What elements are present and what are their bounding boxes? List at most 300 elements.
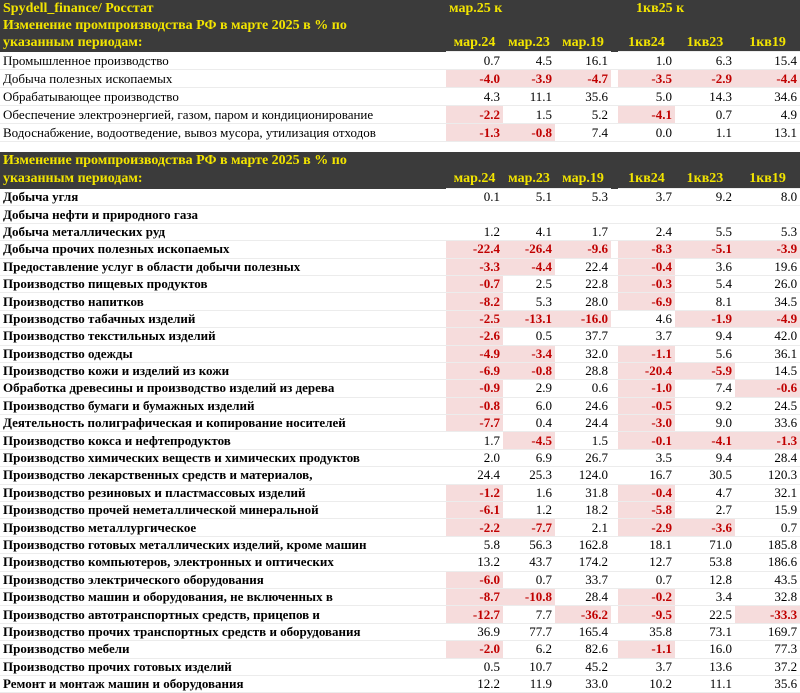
cell-value: 7.7 bbox=[503, 606, 555, 623]
row-label: Добыча угля bbox=[0, 189, 446, 206]
column-gap bbox=[611, 623, 618, 640]
cell-value: 11.1 bbox=[503, 88, 555, 106]
cell-value: 0.5 bbox=[503, 328, 555, 345]
cell-value: 9.4 bbox=[675, 328, 735, 345]
cell-value: 5.1 bbox=[503, 189, 555, 206]
cell-value: -10.8 bbox=[503, 588, 555, 605]
cell-value: 24.4 bbox=[555, 415, 611, 432]
cell-value: 24.4 bbox=[446, 467, 503, 484]
cell-value: 0.0 bbox=[618, 124, 675, 142]
table-row bbox=[0, 362, 800, 379]
row-label: Обработка древесины и производство изделий из дерева bbox=[0, 380, 446, 397]
table1-title-line2: указанным периодам: bbox=[0, 34, 446, 52]
cell-value: 9.4 bbox=[675, 449, 735, 466]
cell-value: -4.7 bbox=[555, 70, 611, 88]
cell-value: 2.5 bbox=[503, 275, 555, 292]
table-row bbox=[0, 70, 800, 88]
col-header: мар.23 bbox=[503, 170, 555, 189]
column-gap bbox=[611, 519, 618, 536]
cell-value: -8.2 bbox=[446, 293, 503, 310]
cell-value: 36.9 bbox=[446, 623, 503, 640]
table-row bbox=[0, 380, 800, 397]
cell-value: -1.3 bbox=[446, 124, 503, 142]
row-label: Производство электрического оборудования bbox=[0, 571, 446, 588]
cell-value: 25.3 bbox=[503, 467, 555, 484]
col-header: мар.24 bbox=[446, 34, 503, 52]
cell-value: 5.6 bbox=[675, 345, 735, 362]
cell-value: 1.5 bbox=[555, 432, 611, 449]
row-label: Производство металлургическое bbox=[0, 519, 446, 536]
cell-value: 35.6 bbox=[735, 675, 800, 692]
cell-value: 3.7 bbox=[618, 658, 675, 675]
cell-value: -8.7 bbox=[446, 588, 503, 605]
cell-value: -6.9 bbox=[618, 293, 675, 310]
cell-value: -2.9 bbox=[675, 70, 735, 88]
row-label: Производство автотранспортных средств, прицепов и bbox=[0, 606, 446, 623]
cell-value: 12.2 bbox=[446, 675, 503, 692]
row-label: Водоснабжение, водоотведение, вывоз мусора, утилизация отходов bbox=[0, 124, 446, 142]
cell-value: 1.5 bbox=[503, 106, 555, 124]
cell-value: 1.0 bbox=[618, 52, 675, 70]
cell-value: 77.7 bbox=[503, 623, 555, 640]
cell-value: -6.0 bbox=[446, 571, 503, 588]
cell-value: 28.8 bbox=[555, 362, 611, 379]
cell-value: 37.7 bbox=[555, 328, 611, 345]
row-label: Промышленное производство bbox=[0, 52, 446, 70]
cell-value: 185.8 bbox=[735, 536, 800, 553]
cell-value: 10.2 bbox=[618, 675, 675, 692]
row-label: Добыча металлических руд bbox=[0, 223, 446, 240]
column-gap bbox=[611, 362, 618, 379]
cell-value: -2.9 bbox=[618, 519, 675, 536]
cell-value: 5.2 bbox=[555, 106, 611, 124]
col-header: 1кв19 bbox=[735, 34, 800, 52]
header-row-title1 bbox=[0, 17, 800, 34]
cell-value: 1.2 bbox=[503, 502, 555, 519]
cell-value: 186.6 bbox=[735, 554, 800, 571]
col-header: 1кв24 bbox=[618, 34, 675, 52]
table-row bbox=[0, 623, 800, 640]
cell-value: -3.9 bbox=[735, 241, 800, 258]
cell-value: -2.0 bbox=[446, 641, 503, 658]
cell-value: 4.5 bbox=[503, 52, 555, 70]
row-label: Производство машин и оборудования, не включенных в bbox=[0, 588, 446, 605]
cell-value: 4.9 bbox=[735, 106, 800, 124]
column-gap bbox=[611, 293, 618, 310]
table2-title-line2: указанным периодам: bbox=[0, 170, 446, 189]
cell-value: 8.1 bbox=[675, 293, 735, 310]
row-label: Производство химических веществ и химических продуктов bbox=[0, 449, 446, 466]
cell-value: 5.5 bbox=[675, 223, 735, 240]
table-row bbox=[0, 588, 800, 605]
cell-value: -4.0 bbox=[446, 70, 503, 88]
cell-value: -12.7 bbox=[446, 606, 503, 623]
column-gap bbox=[611, 258, 618, 275]
row-label: Производство напитков bbox=[0, 293, 446, 310]
row-label: Производство бумаги и бумажных изделий bbox=[0, 397, 446, 414]
cell-value: 162.8 bbox=[555, 536, 611, 553]
cell-value: -0.2 bbox=[618, 588, 675, 605]
cell-value: 5.8 bbox=[446, 536, 503, 553]
cell-value: -4.5 bbox=[503, 432, 555, 449]
cell-value: -0.5 bbox=[618, 397, 675, 414]
cell-value: 71.0 bbox=[675, 536, 735, 553]
cell-value: 0.7 bbox=[446, 52, 503, 70]
cell-value: 3.6 bbox=[675, 258, 735, 275]
col-header: мар.19 bbox=[555, 34, 611, 52]
row-label: Ремонт и монтаж машин и оборудования bbox=[0, 675, 446, 692]
column-gap bbox=[611, 345, 618, 362]
summary-table bbox=[0, 0, 800, 142]
cell-value: 169.7 bbox=[735, 623, 800, 640]
cell-value: 32.1 bbox=[735, 484, 800, 501]
cell-value: 6.0 bbox=[503, 397, 555, 414]
column-gap bbox=[611, 606, 618, 623]
row-label: Добыча нефти и природного газа bbox=[0, 206, 446, 223]
cell-value bbox=[735, 206, 800, 223]
cell-value: -16.0 bbox=[555, 310, 611, 327]
cell-value: 22.5 bbox=[675, 606, 735, 623]
table-row bbox=[0, 484, 800, 501]
cell-value: -8.3 bbox=[618, 241, 675, 258]
cell-value: -7.7 bbox=[503, 519, 555, 536]
cell-value: 120.3 bbox=[735, 467, 800, 484]
cell-value: 15.4 bbox=[735, 52, 800, 70]
cell-value: -9.5 bbox=[618, 606, 675, 623]
cell-value: 19.6 bbox=[735, 258, 800, 275]
cell-value: 18.2 bbox=[555, 502, 611, 519]
cell-value: 34.6 bbox=[735, 88, 800, 106]
cell-value: 24.6 bbox=[555, 397, 611, 414]
cell-value: -0.8 bbox=[446, 397, 503, 414]
cell-value: -0.7 bbox=[446, 275, 503, 292]
column-gap bbox=[611, 536, 618, 553]
cell-value: 16.7 bbox=[618, 467, 675, 484]
cell-value: -6.1 bbox=[446, 502, 503, 519]
cell-value: -33.3 bbox=[735, 606, 800, 623]
cell-value: 2.1 bbox=[555, 519, 611, 536]
column-gap bbox=[611, 502, 618, 519]
cell-value: -1.0 bbox=[618, 380, 675, 397]
column-gap bbox=[611, 467, 618, 484]
cell-value: -5.1 bbox=[675, 241, 735, 258]
table-row bbox=[0, 223, 800, 240]
cell-value: 36.1 bbox=[735, 345, 800, 362]
cell-value: 42.0 bbox=[735, 328, 800, 345]
cell-value: 82.6 bbox=[555, 641, 611, 658]
cell-value: 3.4 bbox=[675, 588, 735, 605]
table-row bbox=[0, 675, 800, 692]
table-row bbox=[0, 52, 800, 70]
cell-value: 12.7 bbox=[618, 554, 675, 571]
cell-value: -4.9 bbox=[735, 310, 800, 327]
cell-value: -6.9 bbox=[446, 362, 503, 379]
detail-table bbox=[0, 152, 800, 693]
table-row bbox=[0, 88, 800, 106]
cell-value: -9.6 bbox=[555, 241, 611, 258]
table1-title-line1: Изменение промпроизводства РФ в марте 2025 в % по bbox=[0, 17, 446, 34]
table-row bbox=[0, 449, 800, 466]
cell-value: 2.7 bbox=[675, 502, 735, 519]
cell-value: 16.0 bbox=[675, 641, 735, 658]
header-row-source bbox=[0, 0, 800, 17]
col-header: 1кв23 bbox=[675, 170, 735, 189]
column-gap bbox=[611, 206, 618, 223]
cell-value bbox=[555, 206, 611, 223]
cell-value: -5.8 bbox=[618, 502, 675, 519]
cell-value: 18.1 bbox=[618, 536, 675, 553]
cell-value: 35.6 bbox=[555, 88, 611, 106]
cell-value: 1.2 bbox=[446, 223, 503, 240]
row-label: Производство готовых металлических изделий, кроме машин bbox=[0, 536, 446, 553]
cell-value: -4.4 bbox=[735, 70, 800, 88]
table-row bbox=[0, 275, 800, 292]
table-row bbox=[0, 641, 800, 658]
column-gap bbox=[611, 449, 618, 466]
cell-value: -3.3 bbox=[446, 258, 503, 275]
cell-value: -7.7 bbox=[446, 415, 503, 432]
header-row-columns bbox=[0, 34, 800, 52]
cell-value bbox=[675, 206, 735, 223]
cell-value: -0.9 bbox=[446, 380, 503, 397]
cell-value: 11.1 bbox=[675, 675, 735, 692]
table-row bbox=[0, 606, 800, 623]
cell-value: -1.1 bbox=[618, 345, 675, 362]
cell-value: -4.9 bbox=[446, 345, 503, 362]
cell-value: 14.3 bbox=[675, 88, 735, 106]
row-label: Производство лекарственных средств и материалов, bbox=[0, 467, 446, 484]
cell-value: 2.4 bbox=[618, 223, 675, 240]
cell-value: 73.1 bbox=[675, 623, 735, 640]
cell-value: 28.4 bbox=[555, 588, 611, 605]
cell-value: 33.7 bbox=[555, 571, 611, 588]
cell-value: -5.9 bbox=[675, 362, 735, 379]
column-gap bbox=[611, 310, 618, 327]
cell-value: 26.0 bbox=[735, 275, 800, 292]
table-row bbox=[0, 432, 800, 449]
cell-value: -3.5 bbox=[618, 70, 675, 88]
cell-value: 10.7 bbox=[503, 658, 555, 675]
cell-value: 0.5 bbox=[446, 658, 503, 675]
cell-value: -0.4 bbox=[618, 484, 675, 501]
cell-value: -13.1 bbox=[503, 310, 555, 327]
cell-value: 6.3 bbox=[675, 52, 735, 70]
cell-value: -3.0 bbox=[618, 415, 675, 432]
cell-value: 0.1 bbox=[446, 189, 503, 206]
column-gap bbox=[611, 484, 618, 501]
cell-value: 174.2 bbox=[555, 554, 611, 571]
row-label: Деятельность полиграфическая и копирование носителей bbox=[0, 415, 446, 432]
col-header: 1кв23 bbox=[675, 34, 735, 52]
cell-value: 9.2 bbox=[675, 189, 735, 206]
cell-value: 24.5 bbox=[735, 397, 800, 414]
cell-value: 34.5 bbox=[735, 293, 800, 310]
cell-value: -1.9 bbox=[675, 310, 735, 327]
col-header: 1кв19 bbox=[735, 170, 800, 189]
column-gap bbox=[611, 189, 618, 206]
cell-value: 33.6 bbox=[735, 415, 800, 432]
row-label: Производство компьютеров, электронных и оптических bbox=[0, 554, 446, 571]
cell-value: -2.2 bbox=[446, 106, 503, 124]
table-row bbox=[0, 397, 800, 414]
separator bbox=[0, 142, 800, 152]
cell-value: -3.9 bbox=[503, 70, 555, 88]
cell-value: 5.4 bbox=[675, 275, 735, 292]
cell-value: 3.7 bbox=[618, 189, 675, 206]
cell-value: -0.1 bbox=[618, 432, 675, 449]
cell-value: 0.4 bbox=[503, 415, 555, 432]
cell-value: 3.5 bbox=[618, 449, 675, 466]
table-row bbox=[0, 189, 800, 206]
cell-value: -0.8 bbox=[503, 124, 555, 142]
cell-value: 28.4 bbox=[735, 449, 800, 466]
cell-value: 53.8 bbox=[675, 554, 735, 571]
cell-value: 30.5 bbox=[675, 467, 735, 484]
period-b-label: 1кв25 к bbox=[618, 0, 800, 17]
cell-value: 35.8 bbox=[618, 623, 675, 640]
column-gap bbox=[611, 380, 618, 397]
cell-value: 5.0 bbox=[618, 88, 675, 106]
column-gap bbox=[611, 275, 618, 292]
row-label: Предоставление услуг в области добычи полезных bbox=[0, 258, 446, 275]
cell-value: 4.3 bbox=[446, 88, 503, 106]
col-header: 1кв24 bbox=[618, 170, 675, 189]
table-row bbox=[0, 106, 800, 124]
column-gap bbox=[611, 223, 618, 240]
row-label: Производство резиновых и пластмассовых изделий bbox=[0, 484, 446, 501]
cell-value: -0.4 bbox=[618, 258, 675, 275]
cell-value: -4.4 bbox=[503, 258, 555, 275]
cell-value: -1.1 bbox=[618, 641, 675, 658]
row-label: Производство пищевых продуктов bbox=[0, 275, 446, 292]
column-gap bbox=[611, 432, 618, 449]
source-label: Spydell_finance/ Росстат bbox=[0, 0, 446, 17]
cell-value: 9.0 bbox=[675, 415, 735, 432]
cell-value: 37.2 bbox=[735, 658, 800, 675]
column-gap bbox=[611, 106, 618, 124]
cell-value: 22.4 bbox=[555, 258, 611, 275]
cell-value bbox=[446, 206, 503, 223]
cell-value: 43.7 bbox=[503, 554, 555, 571]
cell-value: 4.1 bbox=[503, 223, 555, 240]
column-gap bbox=[611, 88, 618, 106]
column-gap bbox=[611, 675, 618, 692]
cell-value: 32.8 bbox=[735, 588, 800, 605]
cell-value: -1.3 bbox=[735, 432, 800, 449]
cell-value: 1.7 bbox=[555, 223, 611, 240]
cell-value: 43.5 bbox=[735, 571, 800, 588]
table2-header-row-title bbox=[0, 152, 800, 170]
table-row bbox=[0, 124, 800, 142]
cell-value: 14.5 bbox=[735, 362, 800, 379]
cell-value: -2.6 bbox=[446, 328, 503, 345]
cell-value: -0.3 bbox=[618, 275, 675, 292]
row-label: Добыча прочих полезных ископаемых bbox=[0, 241, 446, 258]
table-row bbox=[0, 519, 800, 536]
table-row bbox=[0, 415, 800, 432]
column-gap bbox=[611, 554, 618, 571]
cell-value: 4.6 bbox=[618, 310, 675, 327]
cell-value: 77.3 bbox=[735, 641, 800, 658]
table-row bbox=[0, 293, 800, 310]
table-row bbox=[0, 658, 800, 675]
table-row bbox=[0, 241, 800, 258]
cell-value: 0.7 bbox=[735, 519, 800, 536]
cell-value: -20.4 bbox=[618, 362, 675, 379]
table-row bbox=[0, 571, 800, 588]
table-row bbox=[0, 467, 800, 484]
row-label: Производство одежды bbox=[0, 345, 446, 362]
cell-value: 6.2 bbox=[503, 641, 555, 658]
cell-value: 1.1 bbox=[675, 124, 735, 142]
cell-value: -4.1 bbox=[675, 432, 735, 449]
column-gap bbox=[611, 658, 618, 675]
column-gap bbox=[611, 588, 618, 605]
cell-value: -3.6 bbox=[675, 519, 735, 536]
cell-value: 1.7 bbox=[446, 432, 503, 449]
row-label: Производство текстильных изделий bbox=[0, 328, 446, 345]
row-label: Производство прочих транспортных средств и оборудования bbox=[0, 623, 446, 640]
row-label: Производство кожи и изделий из кожи bbox=[0, 362, 446, 379]
cell-value: 28.0 bbox=[555, 293, 611, 310]
cell-value: 32.0 bbox=[555, 345, 611, 362]
cell-value: -26.4 bbox=[503, 241, 555, 258]
period-a-label: мар.25 к bbox=[446, 0, 611, 17]
table2-title-line1: Изменение промпроизводства РФ в марте 2025 в % по bbox=[0, 152, 446, 170]
cell-value: 13.6 bbox=[675, 658, 735, 675]
column-gap bbox=[611, 70, 618, 88]
cell-value: 26.7 bbox=[555, 449, 611, 466]
row-label: Производство прочих готовых изделий bbox=[0, 658, 446, 675]
row-label: Обрабатывающее производство bbox=[0, 88, 446, 106]
table-row bbox=[0, 310, 800, 327]
cell-value: -2.2 bbox=[446, 519, 503, 536]
row-label: Производство прочей неметаллической минеральной bbox=[0, 502, 446, 519]
column-gap bbox=[611, 397, 618, 414]
col-header: мар.23 bbox=[503, 34, 555, 52]
row-label: Производство табачных изделий bbox=[0, 310, 446, 327]
cell-value: 6.9 bbox=[503, 449, 555, 466]
cell-value: -22.4 bbox=[446, 241, 503, 258]
row-label: Добыча полезных ископаемых bbox=[0, 70, 446, 88]
table-row bbox=[0, 554, 800, 571]
cell-value: 2.0 bbox=[446, 449, 503, 466]
column-gap bbox=[611, 328, 618, 345]
col-header: мар.19 bbox=[555, 170, 611, 189]
table-row bbox=[0, 502, 800, 519]
table-row bbox=[0, 536, 800, 553]
cell-value: -1.2 bbox=[446, 484, 503, 501]
cell-value: 11.9 bbox=[503, 675, 555, 692]
cell-value: 5.3 bbox=[735, 223, 800, 240]
cell-value: 9.2 bbox=[675, 397, 735, 414]
cell-value: 165.4 bbox=[555, 623, 611, 640]
cell-value: 124.0 bbox=[555, 467, 611, 484]
row-label: Обеспечение электроэнергией, газом, паром и кондиционирование bbox=[0, 106, 446, 124]
cell-value: 3.7 bbox=[618, 328, 675, 345]
cell-value bbox=[618, 206, 675, 223]
table2-header-row-columns bbox=[0, 170, 800, 189]
cell-value: 5.3 bbox=[503, 293, 555, 310]
cell-value: 15.9 bbox=[735, 502, 800, 519]
cell-value: -36.2 bbox=[555, 606, 611, 623]
cell-value: -0.8 bbox=[503, 362, 555, 379]
cell-value: 31.8 bbox=[555, 484, 611, 501]
cell-value: 22.8 bbox=[555, 275, 611, 292]
cell-value: 16.1 bbox=[555, 52, 611, 70]
cell-value: 13.1 bbox=[735, 124, 800, 142]
cell-value: 7.4 bbox=[555, 124, 611, 142]
